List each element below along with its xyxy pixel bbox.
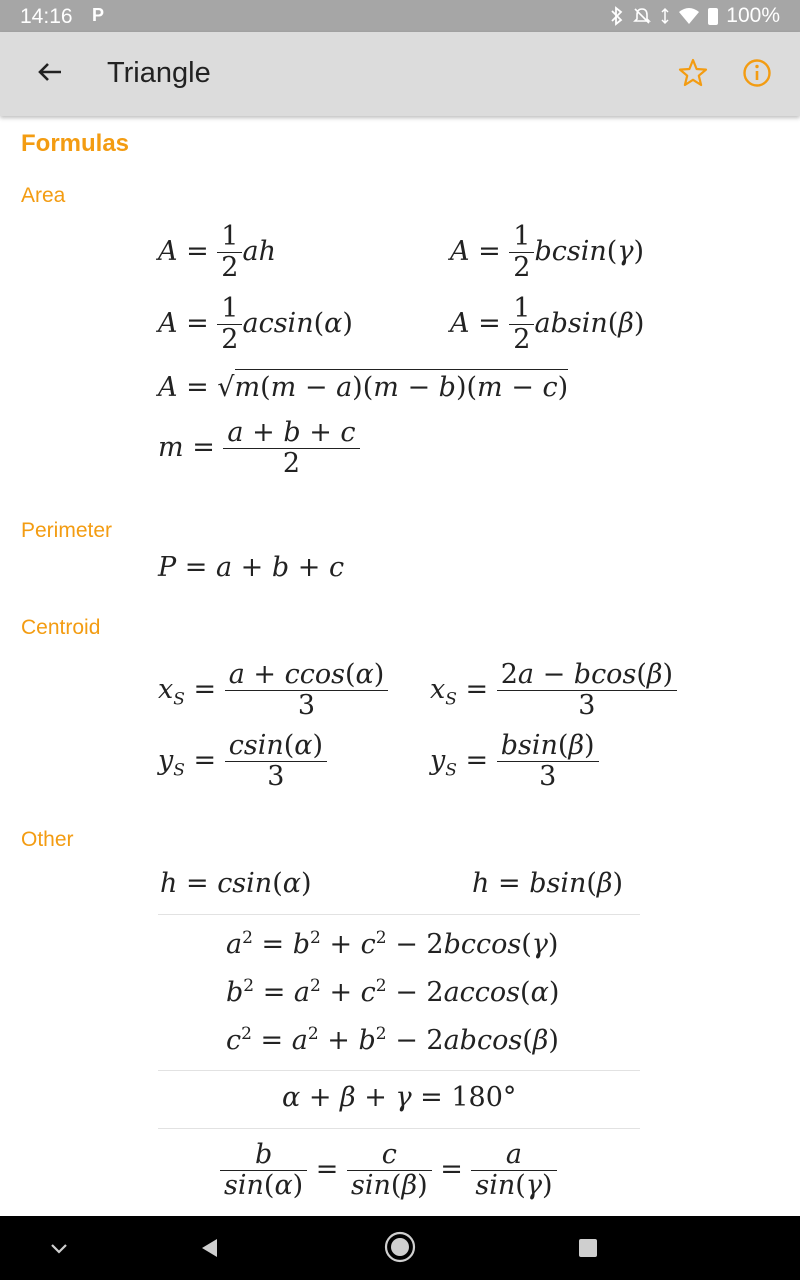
parking-icon: P [92, 5, 105, 25]
formula-sine-law: $\frac{b}{\sin(\alpha)}$ = $\frac{c}{\sin(\beta)}$ = $\frac{a}{\sin(\gamma)}$ [220, 1140, 557, 1201]
formula-centroid-ys-1: $y_S$ = $\frac{csin(\alpha)}{3}$ [158, 731, 327, 792]
section-centroid: Centroid [21, 616, 101, 639]
status-bar [0, 0, 800, 32]
formula-area-ah: A = $\frac{1}{2}$ ah [158, 221, 276, 283]
formula-height-1: h = csin(α) [160, 868, 312, 899]
section-perimeter: Perimeter [21, 519, 113, 542]
home-circle-icon[interactable] [383, 1230, 417, 1264]
formula-height-2: h = bsin(β) [472, 868, 624, 899]
bluetooth-icon [610, 6, 624, 26]
navigation-bar [0, 1216, 800, 1280]
formula-centroid-xs-2: $x_S$ = $\frac{2a - bcos(\beta)}{3}$ [430, 660, 677, 721]
recents-square-icon[interactable] [577, 1237, 599, 1259]
battery-level: 100% [726, 4, 780, 27]
formula-cosine-law-b: $b^2 = a^2 + c^2 - 2accos(\alpha)$ [226, 976, 560, 1008]
formula-angle-sum: α + β + γ = 180° [282, 1082, 517, 1113]
page-title: Triangle [107, 57, 211, 89]
formula-cosine-law-a: $a^2 = b^2 + c^2 - 2bccos(\gamma)$ [226, 928, 559, 960]
back-triangle-icon[interactable] [198, 1236, 222, 1260]
star-icon[interactable] [677, 57, 709, 89]
info-icon[interactable] [741, 57, 773, 89]
formula-area-bcsin: A = $\frac{1}{2}$ bcsin(γ) [450, 221, 645, 283]
formulas-heading: Formulas [21, 130, 130, 157]
divider [158, 1128, 640, 1129]
section-area: Area [21, 184, 66, 207]
battery-icon [708, 8, 718, 25]
back-arrow-icon[interactable] [34, 56, 66, 88]
formula-area-acsin: A = $\frac{1}{2}$ acsin(α) [158, 293, 353, 355]
section-other: Other [21, 828, 74, 851]
formula-centroid-xs-1: $x_S$ = $\frac{a + ccos(\alpha)}{3}$ [158, 660, 388, 721]
formula-cosine-law-c: $c^2 = a^2 + b^2 - 2abcos(\beta)$ [226, 1024, 559, 1056]
wifi-icon [678, 7, 700, 25]
formula-perimeter: P = a + b + c [158, 552, 345, 583]
formula-centroid-ys-2: $y_S$ = $\frac{bsin(\beta)}{3}$ [430, 731, 599, 792]
formula-area-absin: A = $\frac{1}{2}$ absin(β) [450, 293, 645, 355]
divider [158, 1070, 640, 1071]
divider [158, 914, 640, 915]
data-arrows-icon [660, 6, 670, 26]
formulas-content [0, 116, 800, 1216]
chevron-down-icon[interactable] [48, 1240, 70, 1256]
app-bar [0, 32, 800, 116]
formula-semiperimeter: m = $\frac{a + b + c}{2}$ [158, 418, 360, 479]
status-time: 14:16 [20, 5, 73, 28]
mute-icon [632, 6, 652, 26]
formula-area-heron: A = √m(m − a)(m − b)(m − c) [158, 372, 568, 403]
